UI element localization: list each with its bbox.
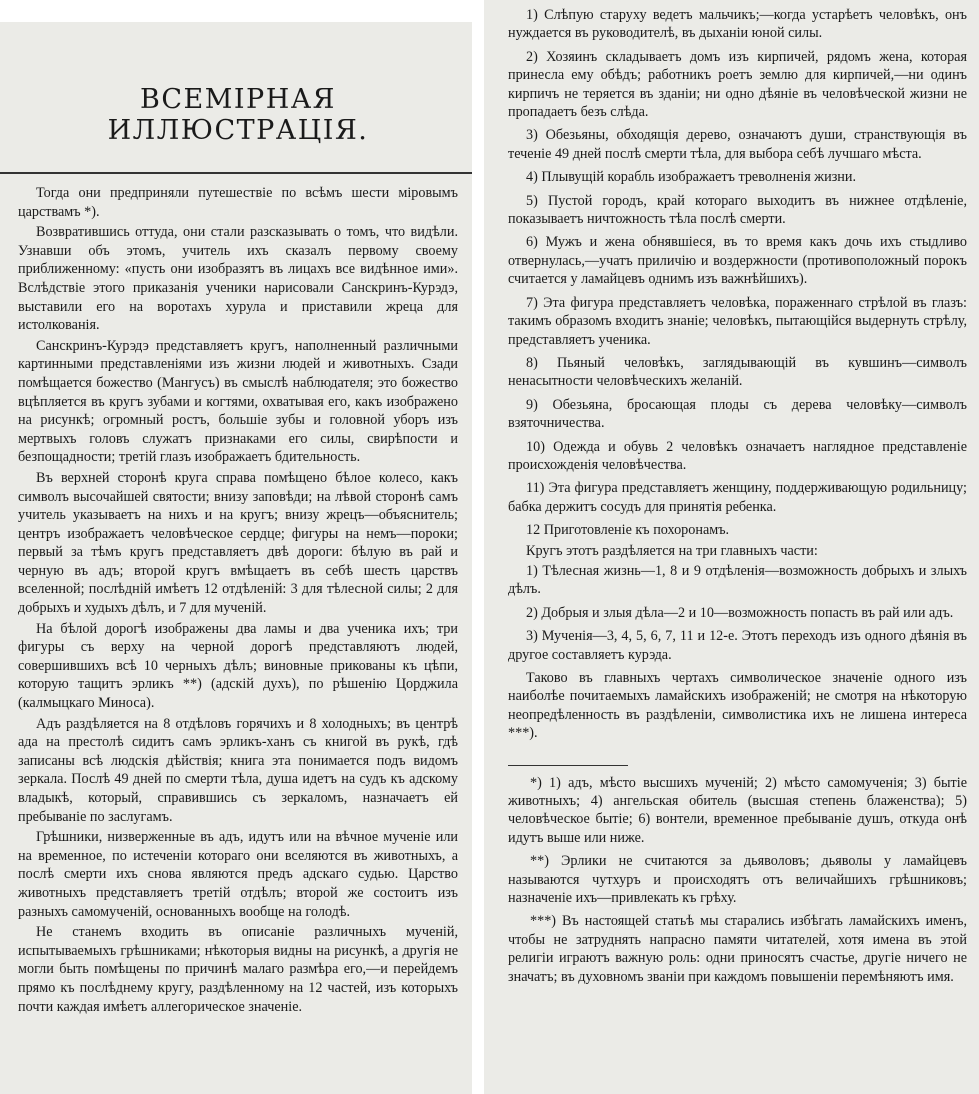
right-paragraph: 3) Обезьяны, обходящія дерево, означаютъ души, странствующія въ теченіе 49 дней послѣ смерти тѣла, для выбора себѣ лучшаго мѣста. xyxy=(508,127,967,162)
footnote: *) 1) адъ, мѣсто высшихъ мученій; 2) мѣсто самомученія; 3) бытіе животныхъ; 4) ангельская обитель (высшая степень блаженства); 5) человѣческое бытіе; 6) вонтели, временное пребываніе душъ, откуда онѣ идутъ выше или ниже. xyxy=(508,774,967,846)
right-paragraph: 12 Приготовленіе къ похоронамъ. xyxy=(526,522,730,539)
left-paragraph: На бѣлой дорогѣ изображены два ламы и два ученика ихъ; три фигуры съ верху на черной дорогѣ представляютъ людей, совершившихъ всѣ 10 черныхъ дѣлъ; виновные прикованы къ цѣпи, которую тащитъ эрликъ **) (адскій духъ), по рѣшенію Цорджила (калмыцкаго Миноса). xyxy=(18,620,458,712)
right-paragraph: 11) Эта фигура представляетъ женщину, поддерживающую родильницу; бабка держитъ сосудъ для принятія ребенка. xyxy=(508,480,967,515)
right-paragraph: 7) Эта фигура представляетъ человѣка, пораженнаго стрѣлой въ глазъ: такимъ образомъ входитъ знаніе; человѣкъ, пытающійся выдернуть стрѣлу, представляетъ ученика. xyxy=(508,294,967,348)
right-paragraph: 2) Добрыя и злыя дѣла—2 и 10—возможность попасть въ рай или адъ. xyxy=(526,604,954,621)
masthead-rule xyxy=(0,172,472,174)
right-paragraph: 3) Мученія—3, 4, 5, 6, 7, 11 и 12-е. Этотъ переходъ изъ одного дѣянія въ другое составляетъ курэда. xyxy=(508,628,967,663)
footnote-rule xyxy=(508,765,628,766)
left-paragraph: Санскринъ-Курэдэ представляетъ кругъ, наполненный различными картинными представленіями изъ жизни людей и животныхъ. Сзади помѣщается божество (Мангусъ) въ смыслѣ наблюдателя; это божество вцѣпляется въ кругъ зубами и когтями, охватывая его, какъ изображено на рисункѣ; огромный ростъ, большіе зубы и головной уборъ изъ мертвыхъ головъ служатъ признаками его силы, свирѣпости и безпощадности; третій глазъ изображаетъ бдительность. xyxy=(18,337,458,466)
right-paragraph: 4) Плывущій корабль изображаетъ треволненія жизни. xyxy=(526,169,857,186)
footnote: ***) Въ настоящей статьѣ мы старались избѣгать ламайскихъ именъ, чтобы не затруднять напрасно памяти читателей, хотя имена въ этой религіи играютъ важную роль: одни приносятъ счастье, другіе ничего не значатъ; въ духовномъ званіи при каждомъ повышеніи перемѣняютъ имя. xyxy=(508,913,967,985)
right-paragraph: 6) Мужъ и жена обнявшіеся, въ то время какъ дочь ихъ стыдливо отвернулась,—учатъ приличію и воздержности (противоположный порокъ считается у ламайцевъ однимъ изъ важнѣйшихъ). xyxy=(508,234,967,288)
left-paragraph: Тогда они предприняли путешествіе по всѣмъ шести міровымъ царствамъ *). xyxy=(18,185,458,220)
left-paragraph: Возвратившись оттуда, они стали разсказывать о томъ, что видѣли. Узнавши объ этомъ, учитель ихъ сказалъ первому своему приближенному: «пусть они изобразятъ въ лицахъ все видѣнное ими». Вслѣдствіе этого приказанія ученики нарисовали Санскринъ-Курэдэ, выставили его на воротахъ хурула и приставили жреца для истолкованія. xyxy=(18,224,458,334)
right-paragraph: 2) Хозяинъ складываетъ домъ изъ кирпичей, рядомъ жена, которая принесла ему обѣдъ; работникъ роетъ землю для кирпичей,—ни одинъ кирпичъ не теряется въ зданіи; ни одно дѣяніе въ человѣческой жизни не пропадаетъ безъ слѣда. xyxy=(508,48,967,121)
right-paragraph: Таково въ главныхъ чертахъ символическое значеніе одного изъ наиболѣе почитаемыхъ ламайскихъ изображеній; не смотря на нѣкоторую неопредѣленность въ раздѣленіи, символистика ихъ не лишена интереса ***). xyxy=(508,670,967,742)
right-paragraph: 10) Одежда и обувь 2 человѣкъ означаетъ наглядное представленіе происхожденія человѣчества. xyxy=(508,438,967,473)
right-paragraph: 8) Пьяный человѣкъ, заглядывающій въ кувшинъ—символъ ненасытности человѣческихъ желаній. xyxy=(508,354,967,390)
right-paragraph: Кругъ этотъ раздѣляется на три главныхъ части: xyxy=(526,542,818,559)
left-paragraph: Не станемъ входить въ описаніе различныхъ мученій, испытываемыхъ грѣшниками; нѣкоторыя видны на рисункѣ, а другія не могли быть помѣщены по причинѣ малаго размѣра его,—и перейдемъ прямо къ послѣднему кругу, раздѣленному на 12 частей, изъ которыхъ почти каждая имѣетъ аллегорическое значеніе. xyxy=(18,924,458,1015)
right-paragraph: 5) Пустой городъ, край котораго выходитъ въ нижнее отдѣленіе, показываетъ ничтожность тѣла послѣ смерти. xyxy=(508,192,967,228)
right-paragraph: 1) Тѣлесная жизнь—1, 8 и 9 отдѣленія—возможность добрыхъ и злыхъ дѣлъ. xyxy=(508,562,967,598)
right-column xyxy=(484,0,979,1094)
masthead-title: ВСЕМІРНАЯ ИЛЛЮСТРАЦІЯ. xyxy=(107,84,369,146)
left-column xyxy=(0,22,472,1094)
left-paragraph: Адъ раздѣляется на 8 отдѣловъ горячихъ и 8 холодныхъ; въ центрѣ ада на престолѣ сидитъ самъ эрликъ-ханъ съ книгой въ рукѣ, гдѣ записаны всѣ людскія дѣйствія; книга эта понимается подъ видомъ зеркала. Послѣ 49 дней по смерти тѣла, душа идетъ на судъ къ адскому владыкѣ, который, справившись съ зеркаломъ, назначаетъ ей пребываніе по заслугамъ. xyxy=(18,715,458,825)
right-paragraph: 9) Обезьяна, бросающая плоды съ дерева человѣку—символъ взяточничества. xyxy=(508,396,967,432)
left-paragraph: Грѣшники, низверженные въ адъ, идутъ или на вѣчное мученіе или на временное, по истеченіи котораго они вселяются въ животныхъ, а послѣ смерти ихъ снова являются предъ адскаго судью. Царство животныхъ представляетъ третій отдѣлъ; второй же состоитъ изъ разныхъ самомученій, основанныхъ вообще на голодѣ. xyxy=(18,829,458,920)
right-paragraph: 1) Слѣпую старуху ведетъ мальчикъ;—когда устарѣетъ человѣкъ, онъ нуждается въ руководителѣ, въ дыханіи юной силы. xyxy=(508,7,967,42)
footnote: **) Эрлики не считаются за дьяволовъ; дьяволы у ламайцевъ называются чутхуръ и происходятъ отъ величайшихъ грѣшниковъ; назначеніе ихъ—привлекать къ грѣху. xyxy=(508,853,967,907)
left-paragraph: Въ верхней сторонѣ круга справа помѣщено бѣлое колесо, какъ символъ высочайшей святости; внизу заповѣди; на лѣвой сторонѣ самъ учитель указываетъ на нихъ и на кругъ; внизу жрецъ—объяснитель; центръ изображаетъ человѣческое сердце; фигуры на немъ—пороки; первый за тѣмъ кругъ представляетъ двѣ дороги: бѣлую въ рай и черную въ адъ; второй кругъ вмѣщаетъ въ себѣ шесть царствъ вселенной; послѣдній имѣетъ 12 отдѣленій: 3 для тѣлесной силы; 2 для добрыхъ и худыхъ дѣлъ, и 7 для мученій. xyxy=(18,469,458,617)
